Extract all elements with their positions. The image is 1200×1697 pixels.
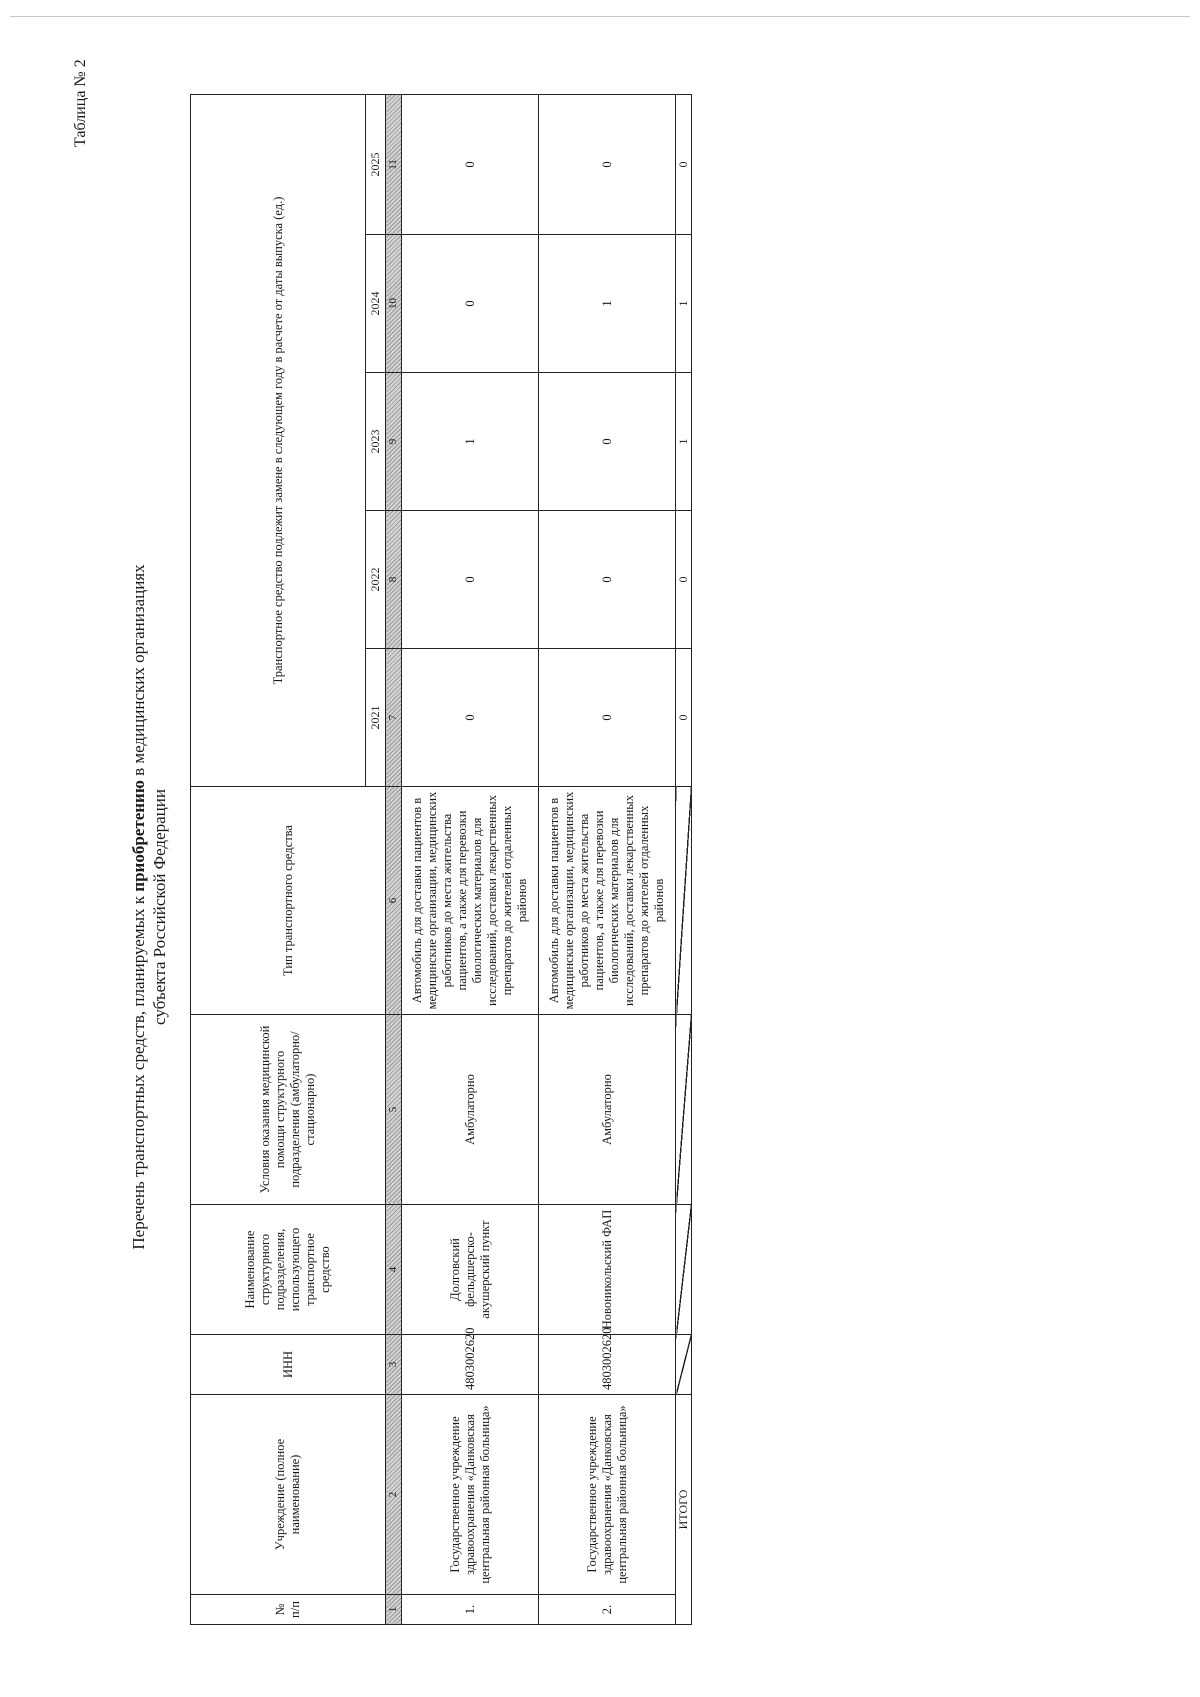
column-number: 10 [386, 235, 402, 373]
column-numbers-row [386, 94, 402, 1624]
row-conditions: Амбулаторно [539, 1015, 676, 1205]
row-value-2023: 0 [539, 373, 676, 511]
total-empty-cell [676, 787, 692, 1015]
total-value-2024: 1 [676, 235, 692, 373]
table-number-label: Таблица № 2 [72, 59, 89, 147]
column-number: 9 [386, 373, 402, 511]
row-value-2022: 0 [539, 511, 676, 649]
total-row [676, 94, 692, 1624]
header-unit: Наименование структурного подразделения, использующего транспортное средство [191, 1205, 386, 1335]
total-empty-cell [676, 1205, 692, 1335]
row-num: 2. [539, 1595, 676, 1625]
row-value-2022: 0 [402, 511, 539, 649]
header-year: 2025 [366, 94, 386, 234]
header-num: № п/п [191, 1595, 386, 1625]
header-vehicle-type: Тип транспортного средства [191, 787, 386, 1015]
row-unit: Новоникольский ФАП [539, 1205, 676, 1335]
column-number: 6 [386, 787, 402, 1015]
column-number: 11 [386, 94, 402, 234]
row-institution: Государственное учреждение здравоохранения «Данковская центральная районная больница» [402, 1395, 539, 1595]
column-number: 2 [386, 1395, 402, 1595]
column-number: 5 [386, 1015, 402, 1205]
total-empty-cell [676, 1015, 692, 1205]
row-value-2023: 1 [402, 373, 539, 511]
title-part-1: Перечень транспортных средств, планируемых к [129, 891, 148, 1250]
header-year: 2023 [366, 373, 386, 511]
header-institution: Учреждение (полное наименование) [191, 1395, 386, 1595]
total-value-2023: 1 [676, 373, 692, 511]
row-unit: Долговский фельдшерско-акушерский пункт [402, 1205, 539, 1335]
header-inn: ИНН [191, 1335, 386, 1395]
table-row [402, 94, 539, 1624]
row-inn: 4803002620 [402, 1335, 539, 1395]
row-value-2021: 0 [539, 649, 676, 787]
column-number: 7 [386, 649, 402, 787]
row-value-2021: 0 [402, 649, 539, 787]
header-replacement: Транспортное средство подлежит замене в следующем году в расчете от даты выпуска (ед.) [191, 94, 366, 786]
row-conditions: Амбулаторно [402, 1015, 539, 1205]
header-year: 2024 [366, 235, 386, 373]
column-number: 4 [386, 1205, 402, 1335]
row-value-2025: 0 [539, 94, 676, 234]
row-vehicle-type: Автомобиль для доставки пациентов в медицинские организации, медицинских работников до места жительства пациентов, а также для перевозки биологических материалов для исследований, доставки лекарственных препаратов до жителей отдаленных районов [402, 787, 539, 1015]
row-value-2024: 0 [402, 235, 539, 373]
total-label: ИТОГО [676, 1395, 692, 1625]
vehicles-table [190, 94, 692, 1625]
row-num: 1. [402, 1595, 539, 1625]
column-number: 8 [386, 511, 402, 649]
column-number: 1 [386, 1595, 402, 1625]
title-bold-word: приобретению [129, 780, 148, 892]
total-empty-cell [676, 1335, 692, 1395]
row-institution: Государственное учреждение здравоохранения «Данковская центральная районная больница» [539, 1395, 676, 1595]
column-number: 3 [386, 1335, 402, 1395]
row-value-2025: 0 [402, 94, 539, 234]
document-title [128, 187, 170, 1627]
total-value-2025: 0 [676, 94, 692, 234]
table-row [539, 94, 676, 1624]
title-line-2: субъекта Российской Федерации [150, 789, 169, 1025]
header-row [191, 94, 366, 1624]
header-conditions: Условия оказания медицинской помощи структурного подразделения (амбулаторно/стационарно) [191, 1015, 386, 1205]
header-year: 2021 [366, 649, 386, 787]
row-vehicle-type: Автомобиль для доставки пациентов в медицинские организации, медицинских работников до места жительства пациентов, а также для перевозки биологических материалов для исследований, доставки лекарственных препаратов до жителей отдаленных районов [539, 787, 676, 1015]
title-part-2: в медицинских организациях [129, 564, 148, 781]
row-inn: 4803002620 [539, 1335, 676, 1395]
total-value-2022: 0 [676, 511, 692, 649]
row-value-2024: 1 [539, 235, 676, 373]
total-value-2021: 0 [676, 649, 692, 787]
header-year: 2022 [366, 511, 386, 649]
